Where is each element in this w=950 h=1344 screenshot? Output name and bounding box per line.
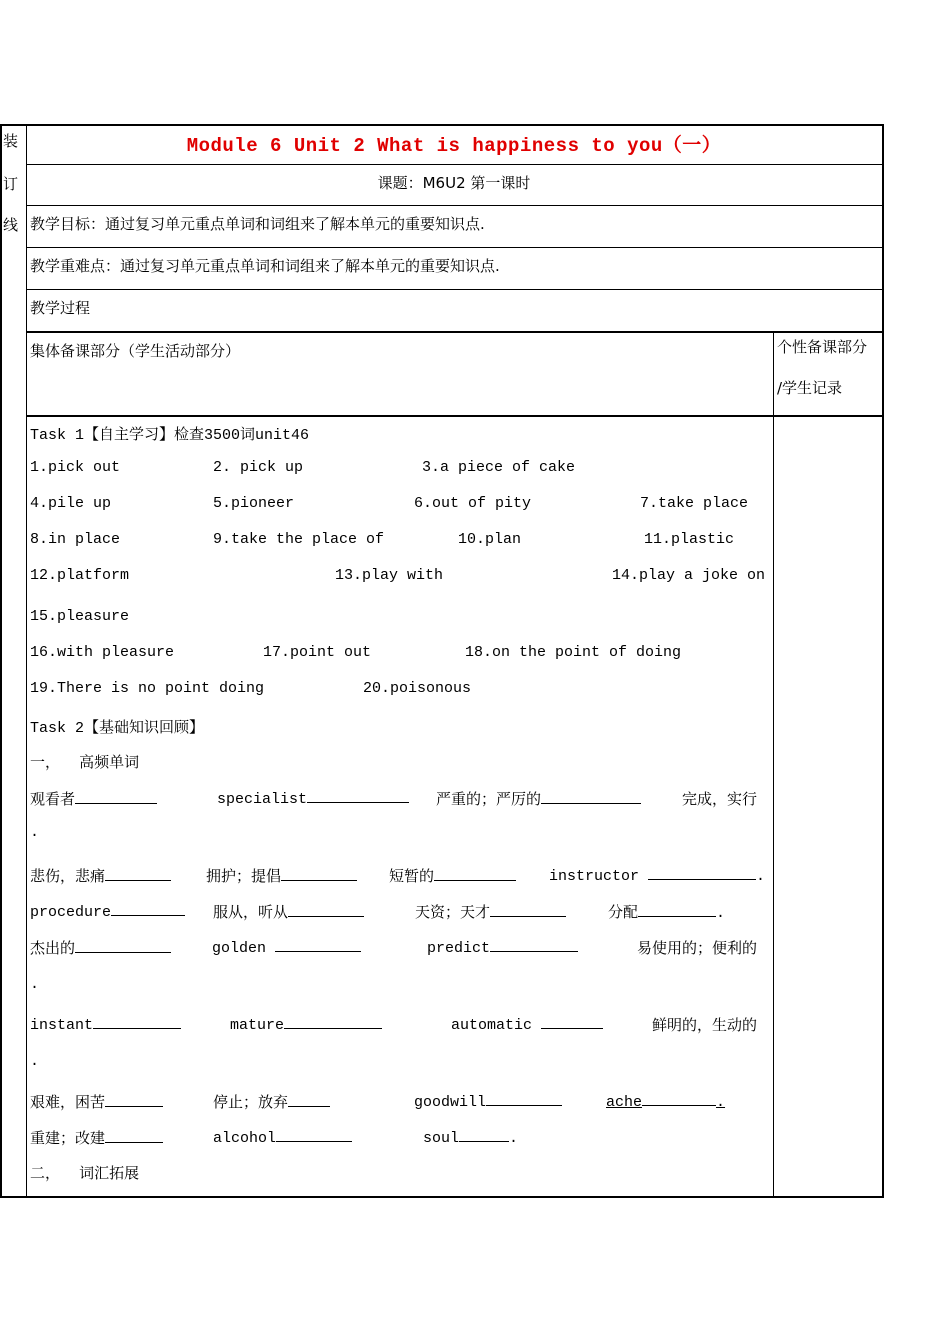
fill-blank-word: 艰难，困苦 (30, 1091, 163, 1112)
vocab-item: 17.point out (263, 644, 372, 661)
binding-margin-char-3: 线 (3, 216, 19, 234)
vocab-item: 7.take place (640, 495, 749, 512)
page-title: Module 6 Unit 2 What is happiness to you（一） (186, 135, 722, 157)
fill-blank-word: 悲伤，悲痛 (30, 865, 171, 886)
fill-blank-word: 杰出的 (30, 937, 171, 958)
fill-blank-word: 重建；改建 (30, 1127, 163, 1148)
student-record-heading: /学生记录 (777, 379, 843, 397)
vocab-item: 3.a piece of cake (422, 459, 576, 476)
fill-blank-word: 易使用的；便利的 (637, 941, 758, 958)
section-high-frequency: 一， 高频单词 (30, 753, 140, 771)
fill-blank-word: ache . (606, 1091, 725, 1111)
task1-heading: Task 1【自主学习】检查3500词unit46 (30, 427, 310, 444)
vocab-item: 9.take the place of (213, 531, 385, 548)
fill-blank-word: alcohol (213, 1127, 352, 1147)
fill-blank-word: 观看者 (30, 788, 157, 809)
fill-blank-word: 拥护；提倡 (206, 865, 357, 886)
vocab-item: 13.play with (335, 567, 444, 584)
section-vocab-extension: 二， 词汇拓展 (30, 1164, 140, 1182)
vocab-item: 16.with pleasure (30, 644, 175, 661)
fill-blank-word: 严重的；严厉的 (436, 788, 641, 809)
vocab-item: 19.There is no point doing (30, 680, 265, 697)
vocab-item: 18.on the point of doing (465, 644, 682, 661)
binding-margin-char-1: 装 (3, 132, 19, 150)
key-points: 教学重难点：通过复习单元重点单词和词组来了解本单元的重要知识点. (30, 257, 500, 275)
fill-blank-word: 停止；放弃 (213, 1091, 330, 1112)
vocab-item: 14.play a joke on (612, 567, 766, 584)
task2-heading: Task 2【基础知识回顾】 (30, 720, 205, 737)
fill-blank-word: instructor . (549, 865, 765, 885)
fill-blank-word: 短暂的 (389, 865, 516, 886)
vocab-item: 1.pick out (30, 459, 121, 476)
vocab-item: 4.pile up (30, 495, 112, 512)
fill-blank-word: goodwill (414, 1091, 562, 1111)
fill-blank-word: 天资；天才 (415, 901, 566, 922)
fill-blank-word: soul . (423, 1127, 518, 1147)
fill-blank-word: instant (30, 1014, 181, 1034)
binding-margin-char-2: 订 (3, 175, 19, 193)
teaching-process: 教学过程 (30, 299, 91, 317)
fill-blank-word: 服从，听从 (213, 901, 364, 922)
fill-blank-word: predict (427, 937, 578, 957)
vocab-item: 8.in place (30, 531, 121, 548)
fill-blank-word: procedure (30, 901, 185, 921)
lesson-label: 课题：M6U2 第一课时 (377, 174, 531, 192)
vocab-item: 15.pleasure (30, 608, 130, 625)
vocab-item: 12.platform (30, 567, 130, 584)
vocab-item: 5.pioneer (213, 495, 295, 512)
vocab-item: 20.poisonous (363, 680, 472, 697)
fill-blank-word: mature (230, 1014, 382, 1034)
fill-blank-word: golden (212, 937, 361, 957)
vocab-item: 6.out of pity (414, 495, 532, 512)
blank-dot: . (30, 824, 40, 841)
fill-blank-word: specialist (217, 788, 409, 808)
vocab-item: 10.plan (458, 531, 522, 548)
blank-dot: . (30, 1053, 40, 1070)
personal-prep-heading: 个性备课部分 (777, 338, 868, 356)
teaching-objective: 教学目标：通过复习单元重点单词和词组来了解本单元的重要知识点. (30, 215, 485, 233)
fill-blank-word: 鲜明的，生动的 (652, 1018, 758, 1035)
blank-dot: . (30, 976, 40, 993)
fill-blank-word: 完成，实行 (682, 792, 758, 809)
fill-blank-word: automatic (451, 1014, 603, 1034)
fill-blank-word: 分配 . (608, 901, 725, 922)
vocab-item: 2. pick up (213, 459, 304, 476)
vocab-item: 11.plastic (644, 531, 735, 548)
group-prep-heading: 集体备课部分（学生活动部分） (30, 342, 241, 360)
